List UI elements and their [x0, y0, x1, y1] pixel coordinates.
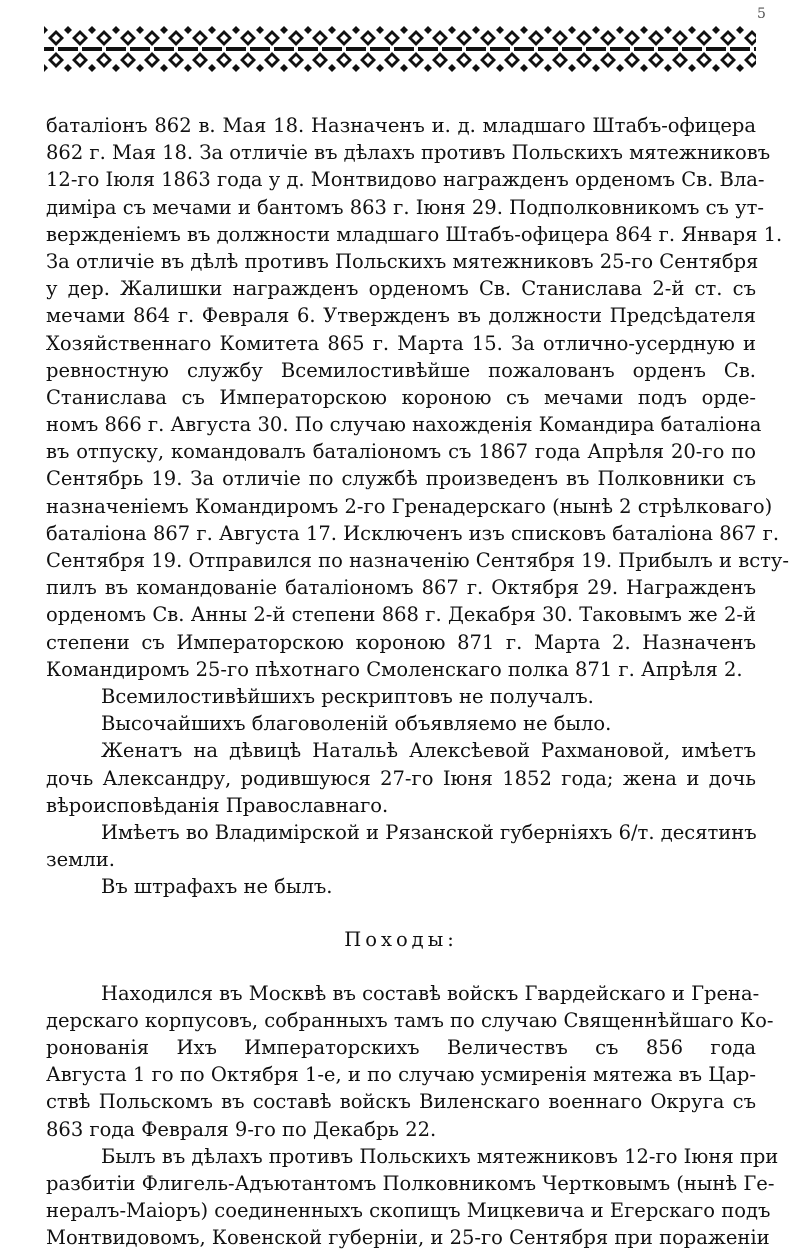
text-line: нералъ-Маіоръ) соединенныхъ скопищъ Мицкевича и Егерскаго подъ	[46, 1199, 771, 1223]
text-line: Былъ въ дѣлахъ противъ Польскихъ мятежниковъ 12-го Іюня при	[101, 1144, 779, 1168]
page-number: 5	[757, 6, 766, 22]
text-line: степени съ Императорскою короною 871 г. Марта 2. Назначенъ	[46, 630, 756, 654]
text-line: диміра съ мечами и бантомъ 863 г. Іюня 29. Подполковникомъ съ ут-	[46, 195, 764, 219]
text-line: пилъ въ командованіе баталіономъ 867 г. Октября 29. Награжденъ	[46, 576, 756, 600]
text-line: Имѣетъ во Владимірской и Рязанской губерніяхъ 6/т. десятинъ	[101, 820, 757, 844]
text-line: Хозяйственнаго Комитета 865 г. Марта 15. За отлично-усердную и	[46, 331, 756, 355]
text-line: земли.	[46, 848, 115, 872]
text-line: баталіона 867 г. Августа 17. Исключенъ изъ списковъ баталіона 867 г.	[46, 521, 780, 545]
text-line: Находился въ Москвѣ въ составѣ войскъ Гвардейскаго и Грена-	[101, 981, 760, 1005]
text-line: дочь Александру, родившуюся 27-го Іюня 1852 года; жена и дочь	[46, 766, 756, 790]
text-line: 863 года Февраля 9-го по Декабрь 22.	[46, 1117, 437, 1141]
campaigns-paragraph-2	[46, 1143, 779, 1252]
text-line: вержденіемъ въ должности младшаго Штабъ-офицера 864 г. Января 1.	[46, 222, 783, 246]
text-line: Монтвидовомъ, Ковенской губерніи, и 25-го Сентября при пораженіи	[46, 1226, 770, 1250]
text-line: назначеніемъ Командиромъ 2-го Гренадерскаго (нынѣ 2 стрѣлковаго)	[46, 494, 773, 518]
text-line: Августа 1 го по Октября 1-е, и по случаю усмиренія мятежа въ Цар-	[46, 1063, 756, 1087]
text-line: дерскаго корпусовъ, собранныхъ тамъ по случаю Священнѣйшаго Ко-	[46, 1008, 774, 1032]
text-line: ронованія Ихъ Императорскихъ Величествъ съ 856 года	[46, 1036, 756, 1059]
marriage-paragraph	[46, 737, 756, 819]
text-line: Станислава съ Императорскою короною съ мечами подъ орде-	[46, 385, 756, 409]
text-line: 12-го Іюля 1863 года у д. Монтвидово награжденъ орденомъ Св. Вла-	[46, 168, 765, 192]
text-line: За отличіе въ дѣлѣ противъ Польскихъ мятежниковъ 25-го Сентября	[46, 249, 759, 273]
document-text	[46, 112, 789, 1252]
text-line: вѣроисповѣданія Православнаго.	[46, 793, 389, 817]
text-line: 862 г. Мая 18. За отличіе въ дѣлахъ противъ Польскихъ мятежниковъ	[46, 141, 771, 165]
text-line: Сентября 19. Отправился по назначенію Сентября 19. Прибылъ и всту-	[46, 549, 789, 572]
fines-line: Въ штрафахъ не былъ.	[101, 875, 333, 899]
rescripts-line: Всемилостивѣйшихъ рескриптовъ не получалъ.	[101, 684, 594, 708]
text-line: Сентябрь 19. За отличіе по службѣ произведенъ въ Полковники съ	[46, 467, 756, 491]
text-line: Женатъ на дѣвицѣ Натальѣ Алексѣевой Рахмановой, имѣетъ	[101, 739, 756, 763]
favours-line: Высочайшихъ благоволеній объявляемо не было.	[101, 712, 612, 736]
campaigns-section-title: Походы:	[344, 928, 458, 952]
service-record-paragraph	[46, 112, 789, 683]
text-line: у дер. Жалишки награжденъ орденомъ Св. Станислава 2-й ст. съ	[46, 277, 756, 301]
text-line: ревностную службу Всемилостивѣйше пожалованъ орденъ Св.	[46, 358, 756, 382]
text-line: ствѣ Польскомъ въ составѣ войскъ Виленскаго военнаго Округа съ	[46, 1090, 756, 1114]
campaigns-paragraph-1	[46, 980, 774, 1143]
text-line: разбитіи Флигель-Адъютантомъ Полковникомъ Чертковымъ (нынѣ Ге-	[46, 1171, 775, 1195]
estate-paragraph	[46, 819, 756, 873]
text-line: орденомъ Св. Анны 2-й степени 868 г. Декабря 30. Таковымъ же 2-й	[46, 603, 756, 627]
text-line: мечами 864 г. Февраля 6. Утвержденъ въ должности Предсѣдателя	[46, 304, 756, 328]
text-line: баталіонъ 862 в. Мая 18. Назначенъ и. д. младшаго Штабъ-офицера	[46, 114, 756, 137]
text-line: въ отпуску, командовалъ баталіономъ съ 1867 года Апрѣля 20-го по	[46, 440, 756, 464]
decorative-header-ornament	[44, 26, 756, 72]
text-line: номъ 866 г. Августа 30. По случаю нахожденія Командира баталіона	[46, 413, 762, 437]
text-line: Командиромъ 25-го пѣхотнаго Смоленскаго полка 871 г. Апрѣля 2.	[46, 657, 743, 681]
